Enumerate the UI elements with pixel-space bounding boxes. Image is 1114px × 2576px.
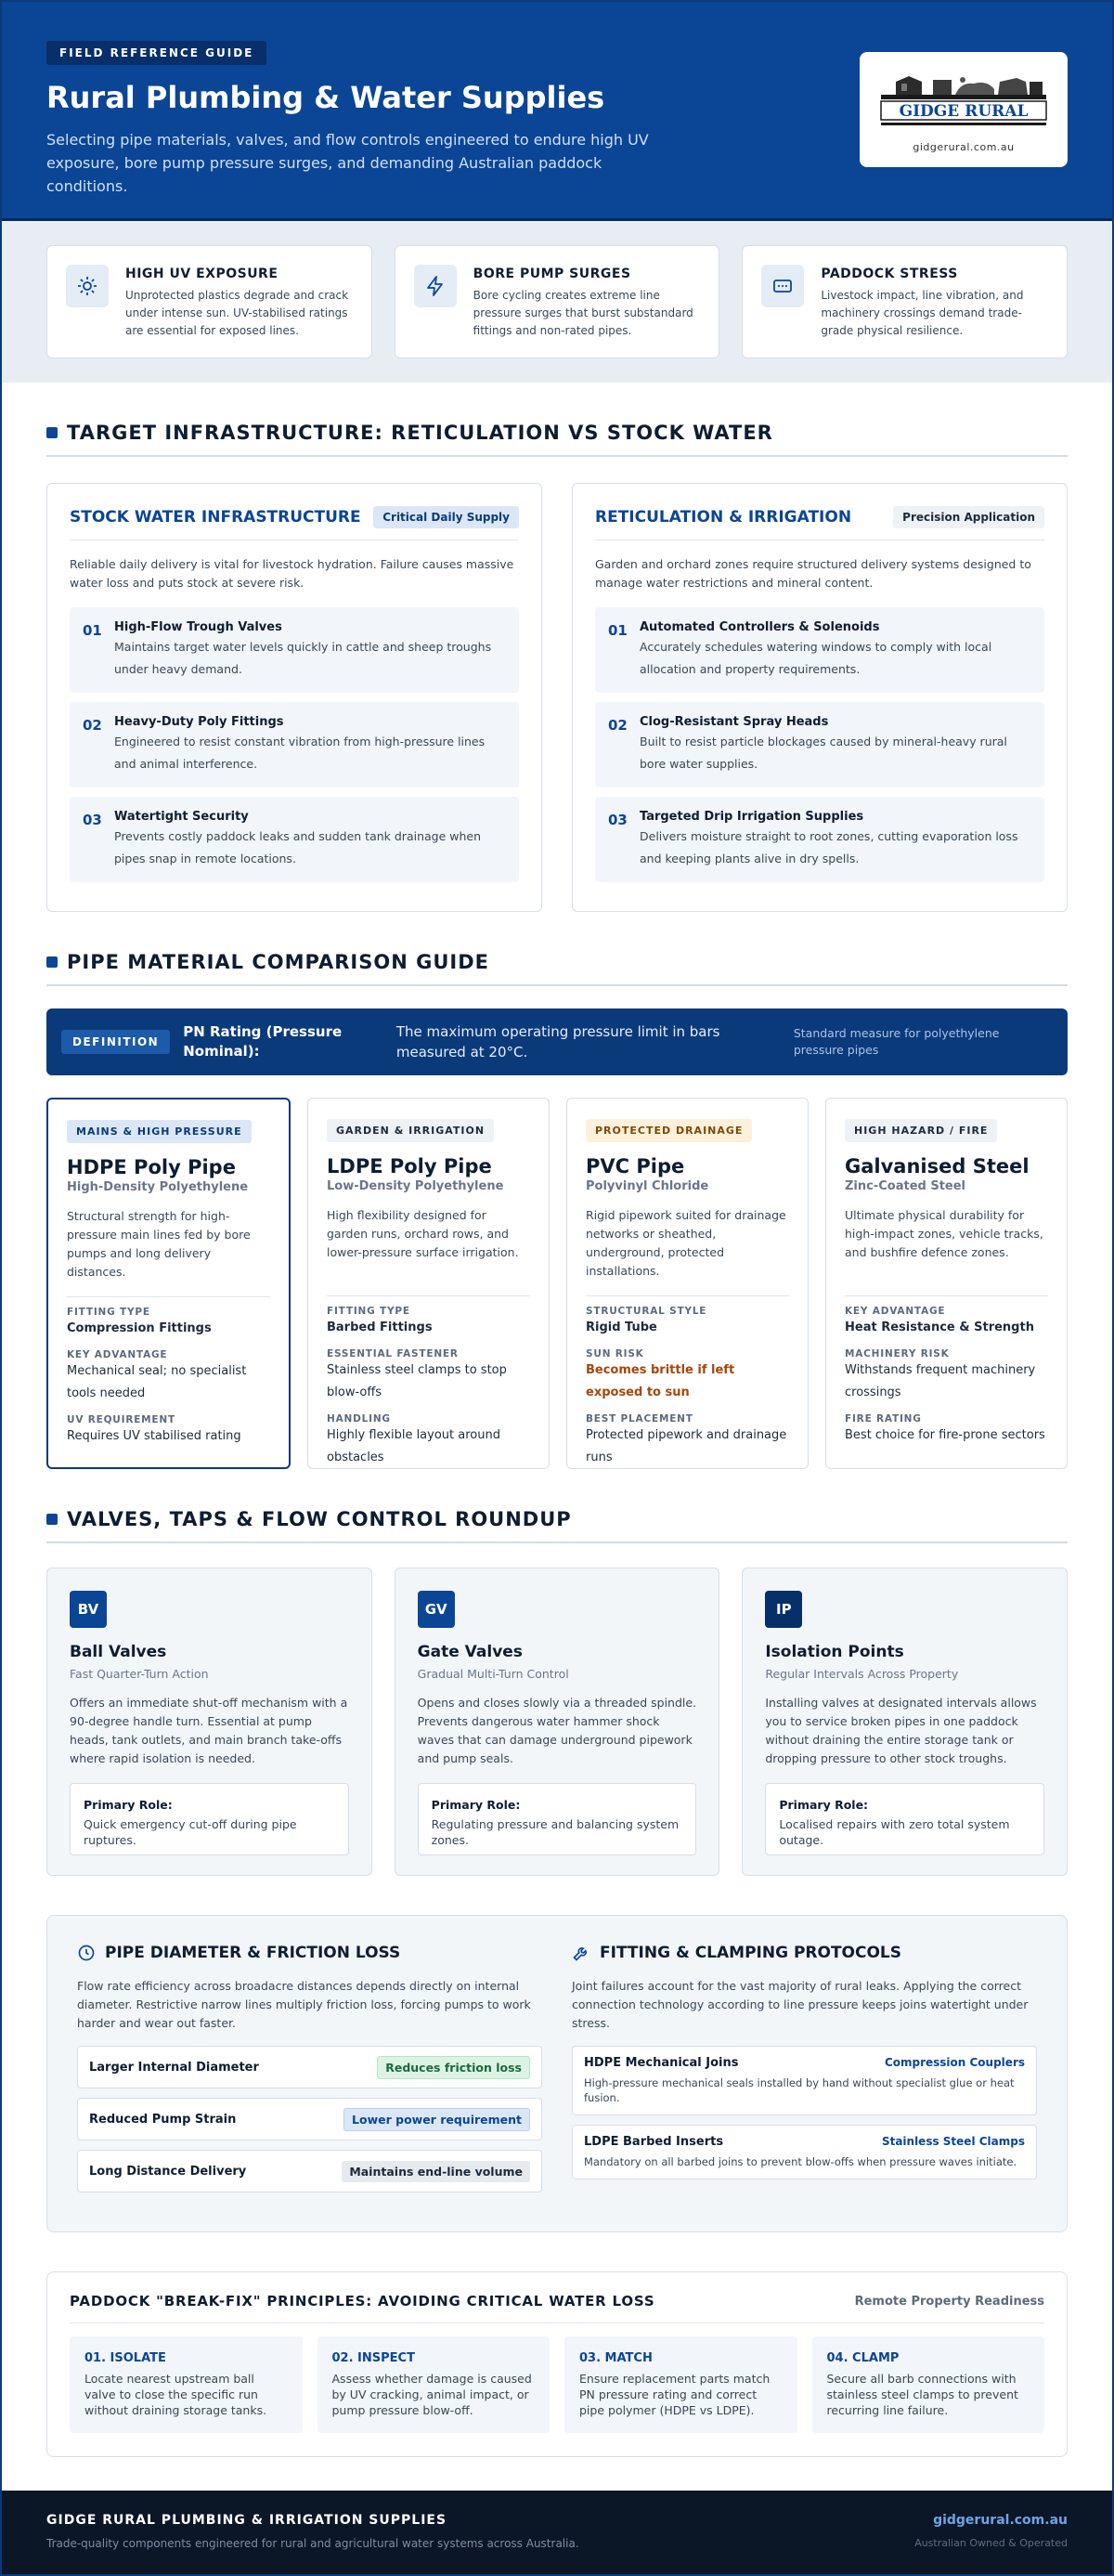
spec-value: Barbed Fittings — [327, 1321, 433, 1334]
step-card — [812, 2336, 1045, 2433]
panel-desc: Garden and orchard zones require structured delivery systems designed to manage water restrictions and mineral content. — [595, 557, 1031, 590]
step-title: 04. CLAMP — [826, 2351, 900, 2365]
valve-desc: Installing valves at designated intervals allows you to service broken pipes in one paddock without draining the entire storage tank or dropping pressure to other stock troughs. — [765, 1696, 1037, 1765]
item-number: 02 — [608, 717, 628, 734]
brand-logo[interactable] — [860, 52, 1068, 167]
pipe-card-ldpe[interactable] — [307, 1098, 550, 1469]
pipe-sub: High-Density Polyethylene — [67, 1180, 249, 1194]
isolation-point-icon: IP — [765, 1591, 802, 1628]
definition-bar — [46, 1008, 1068, 1075]
panel-title: STOCK WATER INFRASTRUCTURE — [70, 508, 361, 527]
definition-note: Standard measure for polyethylene pressure pipes — [793, 1026, 1000, 1057]
square-bullet-icon — [46, 1514, 58, 1525]
item-text: Accurately schedules watering windows to comply with local allocation and property requirements. — [640, 640, 992, 676]
feature-title: HIGH UV EXPOSURE — [125, 267, 278, 281]
section-heading: TARGET INFRASTRUCTURE: RETICULATION VS STOCK WATER — [67, 422, 773, 444]
pipe-badge: GARDEN & IRRIGATION — [327, 1119, 494, 1142]
pipe-cards — [46, 1098, 1068, 1469]
feature-text: Bore cycling creates extreme line pressure surges that burst substandard fittings and non-rated pipes. — [473, 289, 693, 337]
valve-card-ball — [46, 1568, 372, 1876]
logo-url: gidgerural.com.au — [913, 141, 1015, 153]
spec-value: Stainless steel clamps to stop blow-offs — [327, 1363, 507, 1399]
pipe-name: Galvanised Steel — [845, 1155, 1030, 1177]
step-card — [564, 2336, 797, 2433]
item-number: 03 — [608, 812, 628, 828]
item-text: Prevents costly paddock leaks and sudden tank drainage when pipes snap in remote locations. — [114, 829, 482, 865]
square-bullet-icon — [46, 956, 58, 968]
friction-row — [77, 2098, 542, 2140]
item-title: Watertight Security — [114, 810, 249, 824]
ball-valve-icon: BV — [70, 1591, 107, 1628]
feature-card-bore — [395, 245, 720, 358]
spec-key: MACHINERY RISK — [845, 1348, 950, 1360]
spec-value: Heat Resistance & Strength — [845, 1321, 1034, 1334]
role-label: Primary Role: — [84, 1798, 173, 1812]
spec-key: SUN RISK — [586, 1348, 644, 1360]
spec-value: Highly flexible layout around obstacles — [327, 1428, 500, 1464]
step-text: Assess whether damage is caused by UV cracking, animal impact, or pump pressure blow-off. — [331, 2372, 532, 2417]
pipe-desc: Ultimate physical durability for high-impact zones, vehicle tracks, and bushfire defence zones. — [845, 1208, 1043, 1259]
step-text: Secure all barb connections with stainless steel clamps to prevent recurring line failure. — [826, 2372, 1018, 2417]
spec-value: Mechanical seal; no specialist tools needed — [67, 1364, 247, 1400]
valves-section — [2, 1508, 1112, 2457]
list-item — [595, 797, 1044, 882]
pipe-card-galvanised[interactable] — [825, 1098, 1068, 1469]
list-item — [70, 702, 519, 787]
item-title: Targeted Drip Irrigation Supplies — [640, 810, 864, 824]
valve-sub: Fast Quarter-Turn Action — [70, 1667, 209, 1681]
item-text: Delivers moisture straight to root zones, cutting evaporation loss and keeping plants alive in dry spells. — [640, 829, 1018, 865]
section-heading: VALVES, TAPS & FLOW CONTROL ROUNDUP — [67, 1508, 572, 1530]
spec-value: Rigid Tube — [586, 1321, 657, 1334]
pipe-desc: Structural strength for high-pressure main lines fed by bore pumps and long delivery distances. — [67, 1209, 251, 1279]
friction-label: Reduced Pump Strain — [89, 2112, 237, 2127]
panel-badge: Precision Application — [893, 506, 1044, 528]
pipe-desc: Rigid pipework suited for drainage networks or sheathed, underground, protected installations. — [586, 1208, 786, 1278]
page-title: Rural Plumbing & Water Supplies — [46, 80, 605, 115]
spec-key: UV REQUIREMENT — [67, 1414, 175, 1425]
role-box — [418, 1783, 697, 1855]
step-title: 01. ISOLATE — [84, 2351, 166, 2365]
spec-key: BEST PLACEMENT — [586, 1413, 693, 1425]
panel-reticulation — [572, 483, 1068, 912]
valve-name: Gate Valves — [417, 1643, 523, 1661]
role-box — [765, 1783, 1044, 1855]
friction-label: Larger Internal Diameter — [89, 2060, 259, 2075]
clock-icon — [77, 1944, 96, 1962]
fitting-row — [572, 2046, 1037, 2115]
spec-key: STRUCTURAL STYLE — [586, 1306, 707, 1317]
spec-value: Protected pipework and drainage runs — [586, 1428, 787, 1464]
item-number: 03 — [83, 812, 102, 828]
footer-title: GIDGE RURAL PLUMBING & IRRIGATION SUPPLIES — [46, 2513, 447, 2528]
fitting-name: LDPE Barbed Inserts — [584, 2135, 724, 2149]
guide-tag: FIELD REFERENCE GUIDE — [46, 41, 266, 65]
role-text: Localised repairs with zero total system outage. — [779, 1817, 1010, 1847]
feature-card-paddock — [742, 245, 1068, 358]
item-number: 01 — [83, 622, 102, 639]
friction-desc: Flow rate efficiency across broadacre distances depends directly on internal diameter. Restrictive narrow lines multiply friction loss, forcing pumps to work harder and wear out faster. — [77, 1979, 531, 2030]
friction-label: Long Distance Delivery — [89, 2164, 247, 2179]
fitting-kind: Stainless Steel Clamps — [881, 2135, 1025, 2148]
spec-key: ESSENTIAL FASTENER — [327, 1348, 459, 1360]
item-title: High-Flow Trough Valves — [114, 620, 282, 634]
valve-desc: Offers an immediate shut-off mechanism with a 90-degree handle turn. Essential at pump heads, tank outlets, and main branch take-offs where rapid isolation is needed. — [70, 1696, 348, 1765]
divider — [67, 1296, 270, 1297]
item-text: Built to resist particle blockages caused by mineral-heavy rural bore water supplies. — [640, 735, 1007, 771]
role-text: Regulating pressure and balancing system zones. — [431, 1817, 680, 1847]
sun-icon — [66, 265, 109, 307]
paddock-title: PADDOCK "BREAK-FIX" PRINCIPLES: AVOIDING CRITICAL WATER LOSS — [70, 2293, 655, 2309]
feature-text: Unprotected plastics degrade and crack under intense sun. UV-stabilised ratings are essential for exposed lines. — [125, 289, 349, 337]
item-text: Maintains target water levels quickly in cattle and sheep troughs under heavy demand. — [114, 640, 492, 676]
valve-card-isolation — [742, 1568, 1068, 1876]
fitting-desc: Joint failures account for the vast majority of rural leaks. Applying the correct connection technology according to line pressure keeps joins watertight under stress. — [572, 1979, 1029, 2030]
section-title — [46, 1508, 1068, 1543]
item-number: 01 — [608, 622, 628, 639]
wrench-icon — [572, 1944, 590, 1962]
pipe-name: PVC Pipe — [586, 1155, 685, 1177]
list-item — [70, 607, 519, 693]
spec-value: Requires UV stabilised rating — [67, 1429, 241, 1443]
spec-value: Compression Fittings — [67, 1321, 212, 1335]
divider — [327, 1295, 530, 1296]
pipe-desc: High flexibility designed for garden runs, orchard rows, and lower-pressure surface irrigation. — [327, 1208, 519, 1259]
pipe-sub: Zinc-Coated Steel — [845, 1179, 966, 1193]
logo-graphic-icon — [877, 69, 1050, 134]
item-title: Heavy-Duty Poly Fittings — [114, 715, 284, 729]
step-title: 02. INSPECT — [331, 2351, 415, 2365]
fitting-kind: Compression Couplers — [884, 2056, 1025, 2069]
infrastructure-section — [2, 422, 1112, 912]
step-card — [317, 2336, 551, 2433]
pipe-name: LDPE Poly Pipe — [327, 1155, 492, 1177]
pipe-badge: PROTECTED DRAINAGE — [586, 1119, 752, 1142]
spec-key: HANDLING — [327, 1413, 391, 1425]
list-item — [595, 607, 1044, 693]
friction-badge: Reduces friction loss — [377, 2056, 530, 2079]
hero-header — [2, 2, 1112, 221]
step-card — [70, 2336, 303, 2433]
friction-row — [77, 2046, 542, 2088]
spec-key: FITTING TYPE — [327, 1306, 410, 1317]
fitting-name: HDPE Mechanical Joins — [584, 2056, 739, 2070]
feature-title: PADDOCK STRESS — [821, 267, 958, 281]
spec-key: KEY ADVANTAGE — [845, 1306, 946, 1317]
gate-valve-icon: GV — [418, 1591, 455, 1628]
spec-value: Best choice for fire-prone sectors — [845, 1428, 1045, 1442]
panel-stock-water — [46, 483, 542, 912]
valve-sub: Regular Intervals Across Property — [765, 1667, 959, 1681]
definition-label: DEFINITION — [61, 1030, 170, 1054]
valve-cards — [46, 1568, 1068, 1876]
footer-owned: Australian Owned & Operated — [914, 2537, 1068, 2549]
friction-badge: Lower power requirement — [343, 2108, 530, 2131]
step-title: 03. MATCH — [579, 2351, 653, 2365]
feature-text: Livestock impact, line vibration, and machinery crossings demand trade-grade physical resilience. — [821, 289, 1024, 337]
feature-strip — [2, 221, 1112, 383]
spec-value: Withstands frequent machinery crossings — [845, 1363, 1036, 1399]
valve-name: Isolation Points — [765, 1643, 904, 1661]
paddock-aside: Remote Property Readiness — [854, 2294, 1044, 2309]
friction-row — [77, 2150, 542, 2192]
gauge-icon — [761, 265, 804, 307]
section-title — [46, 422, 1068, 457]
role-label: Primary Role: — [779, 1798, 869, 1812]
definition-desc: The maximum operating pressure limit in bars measured at 20°C. — [395, 1023, 720, 1060]
spec-key: KEY ADVANTAGE — [67, 1349, 168, 1360]
footer-url-link[interactable]: gidgerural.com.au — [933, 2513, 1068, 2528]
feature-card-uv — [46, 245, 372, 358]
page-subtitle: Selecting pipe materials, valves, and flow controls engineered to endure high UV exposure, bore pump pressure surges, and demanding Australian paddock conditions. — [46, 131, 649, 195]
divider — [845, 1295, 1048, 1296]
divider — [586, 1295, 789, 1296]
fitting-row — [572, 2125, 1037, 2179]
pipe-badge: MAINS & HIGH PRESSURE — [67, 1120, 252, 1143]
fitting-column — [572, 1944, 1037, 2231]
item-number: 02 — [83, 717, 102, 734]
panel-badge: Critical Daily Supply — [373, 506, 519, 528]
pipe-card-pvc[interactable] — [566, 1098, 809, 1469]
valve-card-gate — [395, 1568, 720, 1876]
friction-column — [77, 1944, 542, 2231]
role-text: Quick emergency cut-off during pipe ruptures. — [84, 1817, 297, 1847]
item-title: Automated Controllers & Solenoids — [640, 620, 880, 634]
pipe-name: HDPE Poly Pipe — [67, 1156, 236, 1178]
paddock-principles — [46, 2271, 1068, 2457]
lightning-icon — [414, 265, 457, 307]
role-box — [70, 1783, 349, 1855]
valve-name: Ball Valves — [70, 1643, 167, 1661]
spec-key: FITTING TYPE — [67, 1307, 150, 1318]
valve-sub: Gradual Multi-Turn Control — [417, 1667, 569, 1681]
fitting-text: Mandatory on all barbed joins to prevent blow-offs when pressure waves initiate. — [584, 2155, 1017, 2168]
pipe-badge: HIGH HAZARD / FIRE — [845, 1119, 997, 1142]
infra-panels — [46, 483, 1068, 912]
pipe-sub: Low-Density Polyethylene — [327, 1179, 504, 1193]
panel-title: RETICULATION & IRRIGATION — [595, 508, 852, 527]
footer-sub: Trade-quality components engineered for rural and agricultural water systems across Australia. — [46, 2537, 579, 2550]
paddock-steps — [70, 2336, 1044, 2433]
step-text: Ensure replacement parts match PN pressure rating and correct pipe polymer (HDPE vs LDPE). — [579, 2372, 771, 2417]
friction-badge: Maintains end-line volume — [342, 2161, 530, 2182]
definition-term: PN Rating (Pressure Nominal): — [183, 1023, 343, 1060]
panel-desc: Reliable daily delivery is vital for livestock hydration. Failure causes massive water loss and puts stock at severe risk. — [70, 557, 514, 590]
section-heading: PIPE MATERIAL COMPARISON GUIDE — [67, 951, 489, 973]
section-title — [46, 951, 1068, 986]
fitting-text: High-pressure mechanical seals installed by hand without specialist glue or heat fusion. — [584, 2076, 1015, 2104]
spec-value-warning: Becomes brittle if left exposed to sun — [586, 1363, 735, 1399]
list-item — [595, 702, 1044, 787]
item-title: Clog-Resistant Spray Heads — [640, 715, 829, 729]
step-text: Locate nearest upstream ball valve to close the specific run without draining storage tanks. — [84, 2372, 267, 2417]
square-bullet-icon — [46, 427, 58, 438]
pipe-sub: Polyvinyl Chloride — [586, 1179, 709, 1193]
role-label: Primary Role: — [431, 1798, 521, 1812]
item-text: Engineered to resist constant vibration from high-pressure lines and animal interference. — [114, 735, 486, 771]
footer — [2, 2491, 1112, 2574]
fitting-title: FITTING & CLAMPING PROTOCOLS — [600, 1944, 902, 1962]
feature-title: BORE PUMP SURGES — [473, 267, 631, 281]
friction-title: PIPE DIAMETER & FRICTION LOSS — [105, 1944, 401, 1962]
pipe-section — [2, 951, 1112, 1469]
pipe-card-hdpe[interactable] — [46, 1098, 291, 1469]
svg-text:GIDGE RURAL: GIDGE RURAL — [899, 102, 1029, 121]
technical-box — [46, 1915, 1068, 2232]
valve-desc: Opens and closes slowly via a threaded spindle. Prevents dangerous water hammer shock waves that can damage underground pipework and pump seals. — [417, 1696, 697, 1765]
list-item — [70, 797, 519, 882]
spec-key: FIRE RATING — [845, 1413, 922, 1425]
